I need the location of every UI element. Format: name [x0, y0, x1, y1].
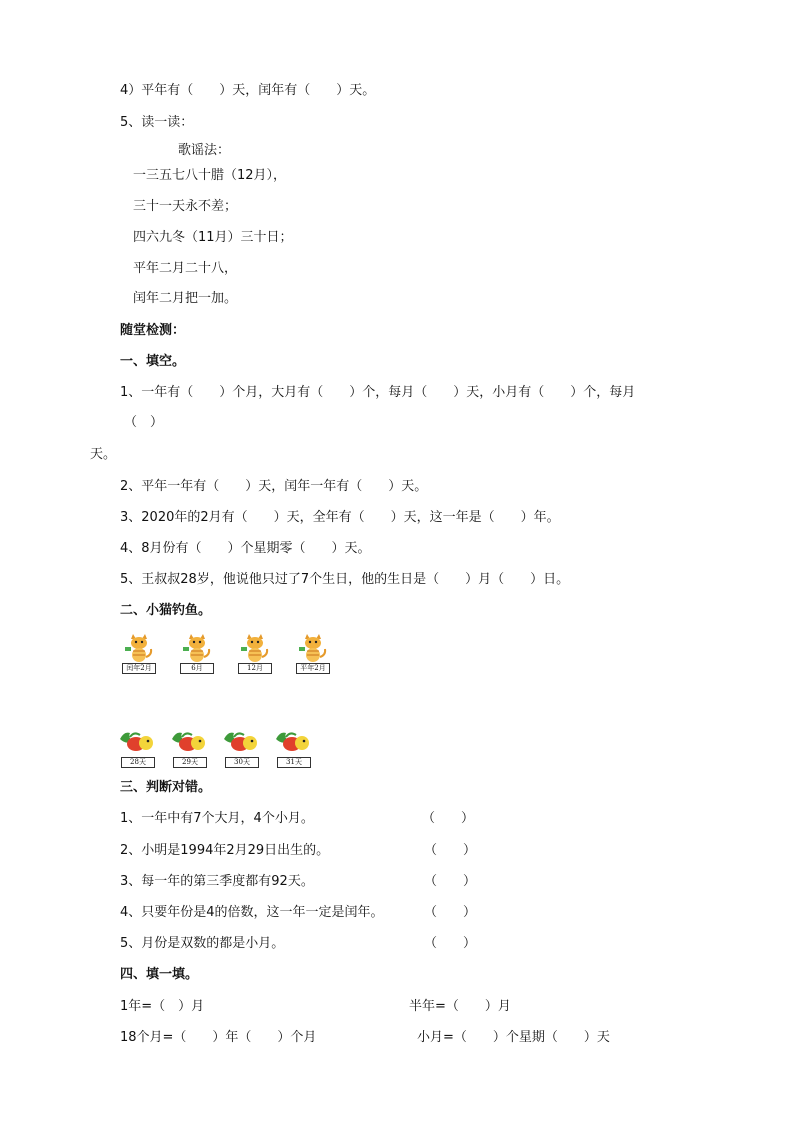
cat-label: 12月 — [238, 663, 272, 674]
fill-q5: 5、王叔叔28岁，他说他只过了7个生日，他的生日是（ ）月（ ）日。 — [120, 572, 570, 587]
poem-line-1: 一三五七八十腊（12月）， — [133, 168, 287, 183]
cat-card[interactable] — [119, 633, 159, 674]
poem-line-3: 四六九冬（11月）三十日； — [133, 230, 293, 245]
judge-item-1: 1、一年中有7个大月，4个小月。 — [120, 811, 314, 826]
fish-card[interactable] — [170, 727, 210, 768]
judge-mark-4[interactable]: （ ） — [424, 905, 477, 920]
fish-icon — [170, 727, 210, 757]
cat-icon — [119, 633, 159, 663]
cat-cards-row — [119, 633, 333, 674]
section-true-false-title: 三、判断对错。 — [120, 780, 212, 795]
cat-icon — [177, 633, 217, 663]
fish-label: 29天 — [173, 757, 207, 768]
fish-icon — [222, 727, 262, 757]
judge-item-4: 4、只要年份是4的倍数，这一年一定是闰年。 — [120, 905, 384, 920]
cat-card[interactable] — [177, 633, 217, 674]
fill-in-row2-right: 小月=（ ）个星期（ ）天 — [417, 1030, 610, 1045]
fish-label: 31天 — [277, 757, 311, 768]
fill-q1-line-b: （ ） — [124, 415, 164, 430]
fish-icon — [274, 727, 314, 757]
fill-in-row2-left: 18个月=（ ）年（ ）个月 — [120, 1030, 317, 1045]
section-fill-blank-title: 一、填空。 — [120, 354, 186, 369]
fill-q1-line-a: 1、一年有（ ）个月，大月有（ ）个，每月（ ）天，小月有（ ）个，每月 — [120, 385, 636, 400]
section-cat-fishing-title: 二、小猫钓鱼。 — [120, 603, 212, 618]
cat-label: 闰年2月 — [122, 663, 156, 674]
fish-card[interactable] — [274, 727, 314, 768]
fish-label: 28天 — [121, 757, 155, 768]
judge-mark-5[interactable]: （ ） — [424, 936, 477, 951]
judge-mark-2[interactable]: （ ） — [424, 843, 477, 858]
fill-in-row1-right: 半年=（ ）月 — [409, 999, 511, 1014]
judge-item-2: 2、小明是1994年2月29日出生的。 — [120, 843, 330, 858]
fish-card[interactable] — [222, 727, 262, 768]
judge-item-5: 5、月份是双数的都是小月。 — [120, 936, 285, 951]
poem-title: 歌谣法： — [178, 143, 231, 158]
cat-card[interactable] — [293, 633, 333, 674]
fill-q1-line-c: 天。 — [90, 447, 117, 462]
fill-q4: 4、8月份有（ ）个星期零（ ）天。 — [120, 541, 371, 556]
fill-in-row1-left: 1年=（ ）月 — [120, 999, 205, 1014]
cat-icon — [293, 633, 333, 663]
poem-line-5: 闰年二月把一加。 — [133, 291, 238, 306]
q4-leap-year-line: 4）平年有（ ）天，闰年有（ ）天。 — [120, 83, 376, 98]
judge-item-3: 3、每一年的第三季度都有92天。 — [120, 874, 314, 889]
fish-label: 30天 — [225, 757, 259, 768]
cat-label: 6月 — [180, 663, 214, 674]
judge-mark-1[interactable]: （ ） — [422, 811, 475, 826]
cat-label: 平年2月 — [296, 663, 330, 674]
quiz-heading: 随堂检测： — [120, 323, 186, 338]
poem-line-4: 平年二月二十八， — [133, 261, 238, 276]
fill-q2: 2、平年一年有（ ）天，闰年一年有（ ）天。 — [120, 479, 428, 494]
cat-icon — [235, 633, 275, 663]
cat-card[interactable] — [235, 633, 275, 674]
judge-mark-3[interactable]: （ ） — [424, 874, 477, 889]
q5-read-title: 5、读一读： — [120, 115, 194, 130]
section-fill-in-title: 四、填一填。 — [120, 967, 199, 982]
fish-icon — [118, 727, 158, 757]
fish-card[interactable] — [118, 727, 158, 768]
fish-cards-row — [118, 727, 314, 768]
poem-line-2: 三十一天永不差； — [133, 199, 238, 214]
fill-q3: 3、2020年的2月有（ ）天，全年有（ ）天，这一年是（ ）年。 — [120, 510, 560, 525]
